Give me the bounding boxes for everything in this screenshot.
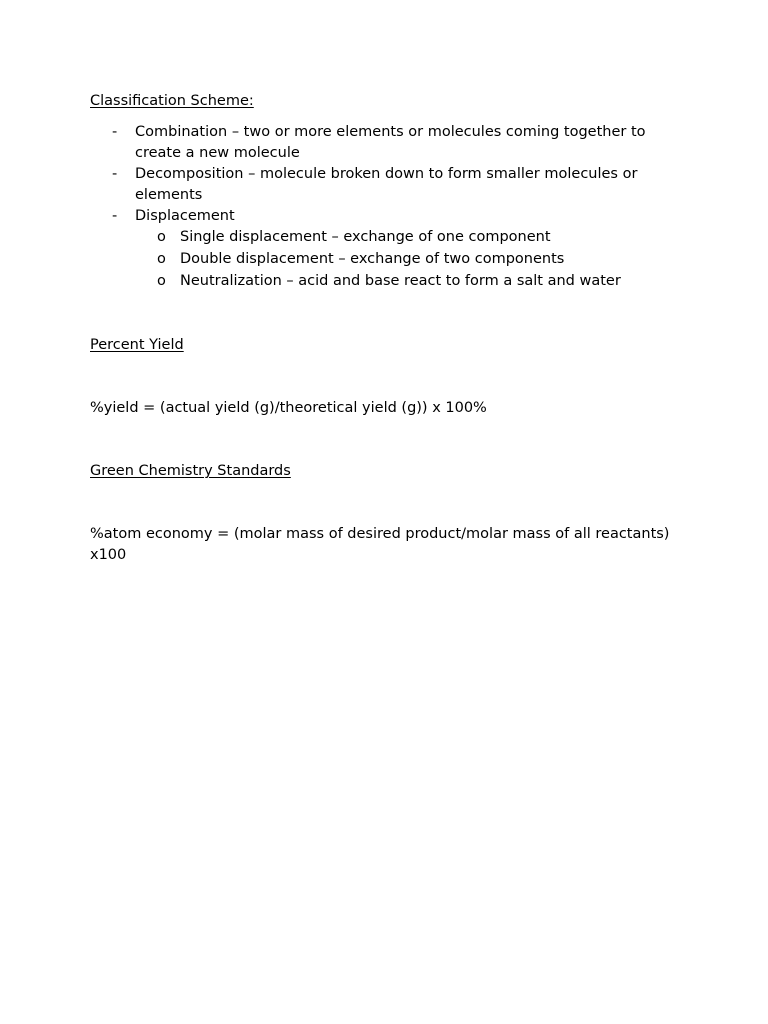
list-item-text: Displacement (135, 208, 235, 224)
dash-bullet: - (112, 124, 118, 140)
dash-bullet: - (112, 166, 118, 182)
percent-yield-formula: %yield = (actual yield (g)/theoretical yield (g)) x 100% (90, 400, 487, 416)
list-item-displacement (90, 206, 690, 292)
sublist-item-text: Double displacement – exchange of two components (180, 251, 565, 267)
sublist-item-text: Neutralization – acid and base react to form a salt and water (180, 273, 621, 289)
document-page (90, 91, 690, 566)
sublist-item-single (135, 227, 690, 248)
sublist-item-text: Single displacement – exchange of one component (180, 229, 551, 245)
circle-bullet: o (157, 229, 166, 245)
circle-bullet: o (157, 251, 166, 267)
list-item-text: Decomposition – molecule broken down to form smaller molecules or elements (135, 166, 638, 203)
green-chemistry-heading: Green Chemistry Standards (90, 463, 291, 479)
displacement-sublist (135, 227, 690, 292)
classification-heading: Classification Scheme: (90, 93, 254, 109)
sublist-item-double (135, 249, 690, 270)
sublist-item-neutralization (135, 271, 690, 292)
list-item-combination (90, 122, 690, 164)
list-item-text: Combination – two or more elements or molecules coming together to create a new molecule (135, 124, 646, 161)
percent-yield-heading: Percent Yield (90, 337, 184, 353)
atom-economy-formula: %atom economy = (molar mass of desired product/molar mass of all reactants) x100 (90, 526, 670, 563)
circle-bullet: o (157, 273, 166, 289)
list-item-decomposition (90, 164, 690, 206)
classification-list (90, 122, 690, 292)
dash-bullet: - (112, 208, 118, 224)
